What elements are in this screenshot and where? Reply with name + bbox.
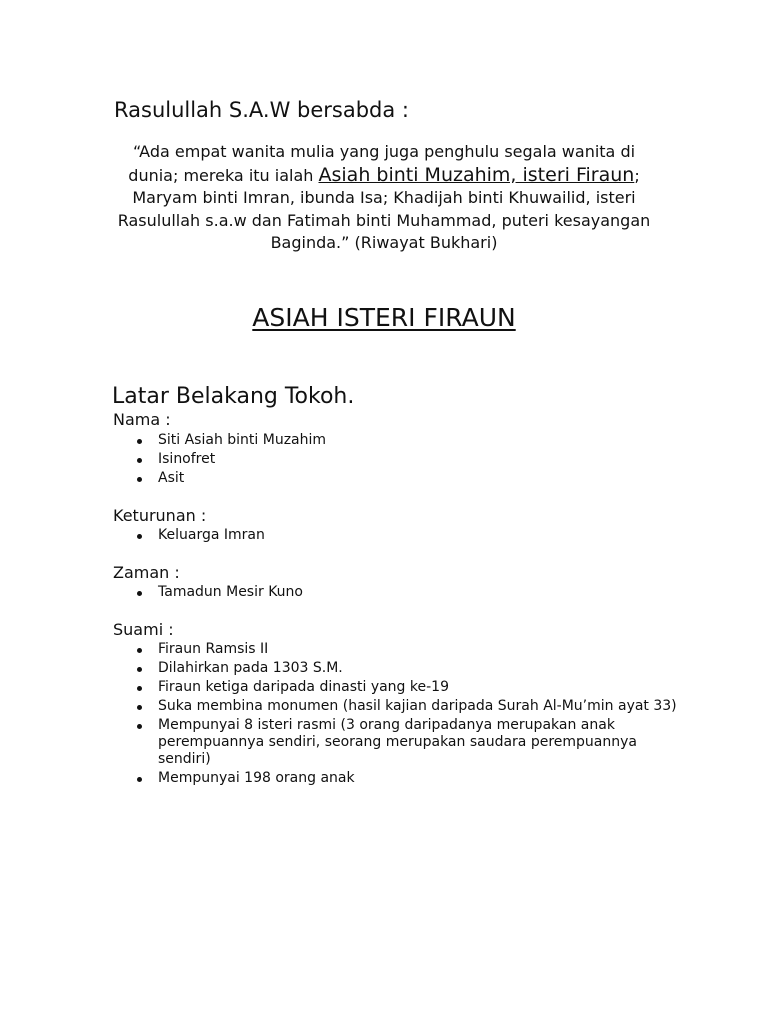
- list-item: Siti Asiah binti Muzahim: [158, 432, 678, 449]
- list-item: Mempunyai 198 orang anak: [158, 770, 678, 787]
- hadith-quote: [108, 141, 660, 255]
- list-item: Suka membina monumen (hasil kajian daripada Surah Al-Mu’min ayat 33): [158, 698, 677, 714]
- list-item: Firaun Ramsis II: [158, 641, 678, 658]
- list-zaman: [158, 584, 678, 603]
- list-item: Mempunyai 8 isteri rasmi (3 orang daripadanya merupakan anak perempuannya sendiri, seorang merupakan saudara perempuannya sendiri): [158, 717, 678, 768]
- list-item: Firaun ketiga daripada dinasti yang ke-19: [158, 679, 678, 696]
- intro-heading: Rasulullah S.A.W bersabda :: [114, 98, 410, 122]
- section-label-suami: Suami :: [113, 620, 174, 639]
- section-label-nama: Nama :: [113, 410, 171, 429]
- quote-text-part2: ; Maryam binti Imran, ibunda Isa; Khadijah binti Khuwailid, isteri Rasulullah s.a.w dan Fatimah binti Muhammad, puteri kesayangan Baginda.” (Riwayat Bukhari): [117, 165, 651, 252]
- list-nama: [158, 432, 678, 489]
- section-label-zaman: Zaman :: [113, 563, 180, 582]
- list-keturunan: [158, 527, 678, 546]
- list-item: Tamadun Mesir Kuno: [158, 584, 678, 601]
- quote-highlight: Asiah binti Muzahim, isteri Firaun: [318, 163, 635, 186]
- list-item: Isinofret: [158, 451, 678, 468]
- list-item: Keluarga Imran: [158, 527, 678, 544]
- quote-text-part1: “Ada empat wanita mulia yang juga penghulu segala wanita di dunia; mereka itu ialah: [128, 142, 636, 185]
- section-label-keturunan: Keturunan :: [113, 506, 207, 525]
- background-heading: Latar Belakang Tokoh.: [112, 384, 355, 409]
- list-suami: [158, 641, 678, 789]
- document-title: ASIAH ISTERI FIRAUN: [252, 303, 516, 332]
- list-item: Asit: [158, 470, 678, 487]
- list-item: Dilahirkan pada 1303 S.M.: [158, 660, 678, 677]
